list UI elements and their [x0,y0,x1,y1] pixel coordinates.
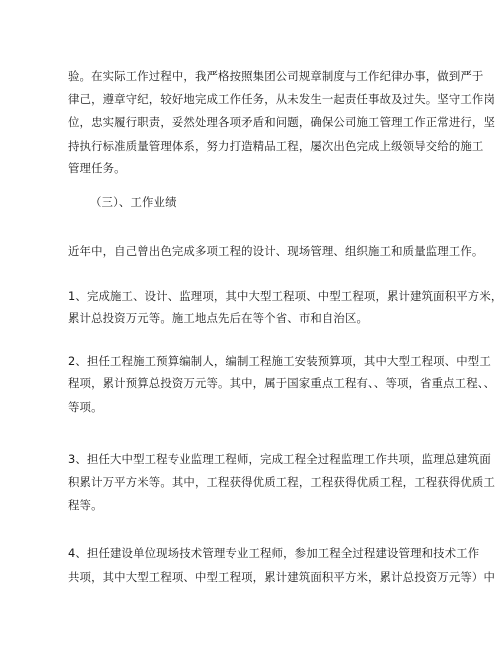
item-3-line-2: 积累计万平方米等。其中，工程获得优质工程，工程获得优质工程，工程获得优质工 [68,475,496,489]
paragraph-1-line-3: 位，忠实履行职责，妥然处理各项矛盾和问题，确保公司施工管理工作正常进行，坚 [68,115,496,129]
item-1-line-1: 1、完成施工、设计、监理项，其中大型工程项、中型工程项，累计建筑面积平方米， [68,289,502,303]
item-2-line-1: 2、担任工程施工预算编制人，编制工程施工安装预算项，其中大型工程项、中型工 [68,354,491,368]
item-3-line-3: 程等。 [68,498,103,512]
item-2-line-2: 程项，累计预算总投资万元等。其中，属于国家重点工程有、、等项，省重点工程、、 [68,376,496,390]
paragraph-1-line-4: 持执行标准质量管理体系，努力打造精品工程，屡次出色完成上级领导交给的施工 [68,139,484,153]
paragraph-1-line-1: 验。在实际工作过程中，我严格按照集团公司规章制度与工作纪律办事，做到严于 [68,69,484,83]
intro-paragraph: 近年中，自己曾出色完成多项工程的设计、现场管理、组织施工和质量监理工作。 [68,244,484,258]
item-4-line-1: 4、担任建设单位现场技术管理专业工程师，参加工程全过程建设管理和技术工作 [68,546,480,560]
paragraph-1-line-2: 律己，遵章守纪，较好地完成工作任务，从未发生一起责任事故及过失。坚守工作岗 [68,92,496,106]
item-2-line-3: 等项。 [68,400,103,414]
paragraph-1-line-5: 管理任务。 [68,161,126,175]
item-1-line-2: 累计总投资万元等。施工地点先后在等个省、市和自治区。 [68,311,369,325]
item-3-line-1: 3、担任大中型工程专业监理工程师，完成工程全过程监理工作共项，监理总建筑面 [68,452,491,466]
section-heading: （三）、工作业绩 [90,195,177,209]
item-4-line-2: 共项，其中大型工程项、中型工程项，累计建筑面积平方米，累计总投资万元等）中 [68,570,496,584]
